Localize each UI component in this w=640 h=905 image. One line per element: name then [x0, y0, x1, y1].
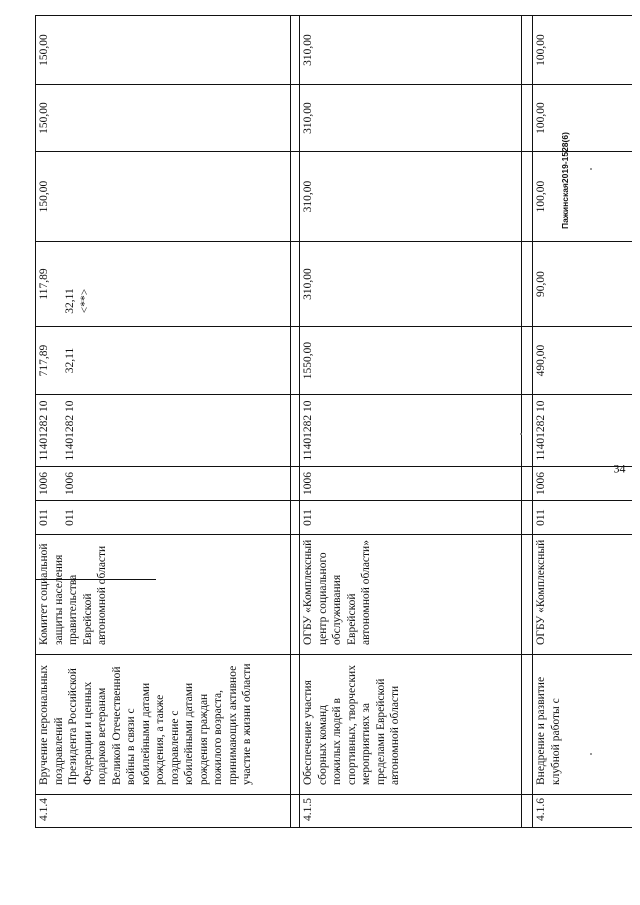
grbs-code: 011 [38, 509, 50, 526]
event-cell [532, 655, 632, 788]
csr-cell [61, 395, 101, 466]
year-3-value: 150,00 [38, 102, 50, 134]
csr-code: 11401282 10 [535, 400, 547, 461]
year-3-cell [532, 85, 558, 151]
year-2-cell [35, 152, 61, 241]
grbs-cell [532, 501, 558, 534]
event-text: Внедрение и развитие клубной работы с [535, 676, 562, 785]
grbs-code: 011 [64, 509, 76, 526]
grbs-cell [299, 501, 325, 534]
rzpr-cell [299, 467, 325, 500]
row-number: 4.1.5 [302, 798, 314, 821]
year-3-value: 310,00 [302, 102, 314, 134]
budget-table [35, 16, 632, 828]
year-2-value: 150,00 [38, 180, 50, 213]
row-number: 4.1.4 [38, 798, 50, 821]
csr-code: 11401282 10 [302, 400, 314, 461]
event-cell [35, 655, 290, 788]
year-4-value: 150,00 [38, 34, 50, 66]
rzpr-cell [61, 467, 87, 500]
document-stamp: Пажинская2019-1528(6) [560, 132, 570, 229]
scan-speck [590, 168, 592, 170]
executor-text: ОГБУ «Комплексный [535, 539, 547, 645]
row-number: 4.1.6 [535, 798, 547, 821]
year-1-cell [299, 242, 325, 326]
grbs-cell [35, 501, 61, 534]
year-2-value: 310,00 [302, 180, 314, 213]
executor-cell [532, 535, 632, 648]
year-1-value: 310,00 [302, 268, 314, 300]
year-2-cell [299, 152, 325, 241]
year-1-cell [35, 242, 61, 326]
year-1-value: 117,89 [38, 268, 50, 300]
event-text: Обеспечение участия сборных команд пожилых людей в спортивных, творческих мероприятиях за пределами Еврейской автономной области [302, 665, 401, 785]
year-1-value: 32,11 <**> [64, 288, 91, 314]
scan-speck [520, 433, 522, 435]
rzpr-cell [35, 467, 61, 500]
rzpr-code: 1006 [64, 472, 76, 495]
executor-text: Комитет социальной защиты населения правительства Еврейской автономной области [38, 543, 108, 645]
row-number-cell [299, 794, 331, 824]
year-2-value: 100,00 [535, 180, 547, 213]
event-text: Вручение персональных поздравлений Президента Российской Федерации и ценных подарков ветеранам Великой Отечественной войны в связи с юбилейными датами рождения, а также поздравление с юбилейными датами рождения граждан пожилого возраста, принимающих активное участие в жизни области [38, 663, 253, 785]
row-divider [521, 16, 522, 828]
grbs-code: 011 [302, 509, 314, 526]
year-4-cell [299, 16, 325, 84]
executor-text: ОГБУ «Комплексный центр социального обслуживания Еврейской автономной области» [302, 539, 372, 645]
year-4-value: 310,00 [302, 34, 314, 66]
column-line [35, 827, 632, 828]
year-2-cell [532, 152, 558, 241]
csr-cell [299, 395, 339, 466]
total-value: 1550,00 [302, 341, 314, 380]
total-cell [532, 327, 558, 394]
total-cell [299, 327, 325, 394]
scan-speck [590, 753, 592, 755]
rzpr-code: 1006 [38, 472, 50, 495]
event-cell [299, 655, 521, 788]
grbs-cell [61, 501, 87, 534]
page-number: 34 [613, 461, 626, 476]
year-3-cell [299, 85, 325, 151]
total-value: 717,89 [38, 344, 50, 377]
csr-code: 11401282 10 [38, 400, 50, 461]
executor-cell [299, 535, 521, 648]
year-1-cell [532, 242, 558, 326]
csr-code: 11401282 10 [64, 400, 76, 461]
executor-cell [35, 535, 290, 648]
year-3-cell [35, 85, 61, 151]
rzpr-cell [532, 467, 558, 500]
total-value: 490,00 [535, 344, 547, 377]
year-1-cell [61, 276, 101, 326]
total-cell [61, 327, 87, 394]
year-4-cell [532, 16, 558, 84]
year-4-value: 100,00 [535, 34, 547, 66]
csr-cell [532, 395, 572, 466]
rzpr-code: 1006 [535, 472, 547, 495]
grbs-code: 011 [535, 509, 547, 526]
row-divider [290, 16, 291, 828]
row-number-cell [35, 794, 67, 824]
year-1-value: 90,00 [535, 271, 547, 297]
row-number-cell [532, 794, 564, 824]
rzpr-code: 1006 [302, 472, 314, 495]
year-4-cell [35, 16, 61, 84]
year-3-value: 100,00 [535, 102, 547, 134]
total-cell [35, 327, 61, 394]
total-value: 32,11 [64, 347, 76, 374]
